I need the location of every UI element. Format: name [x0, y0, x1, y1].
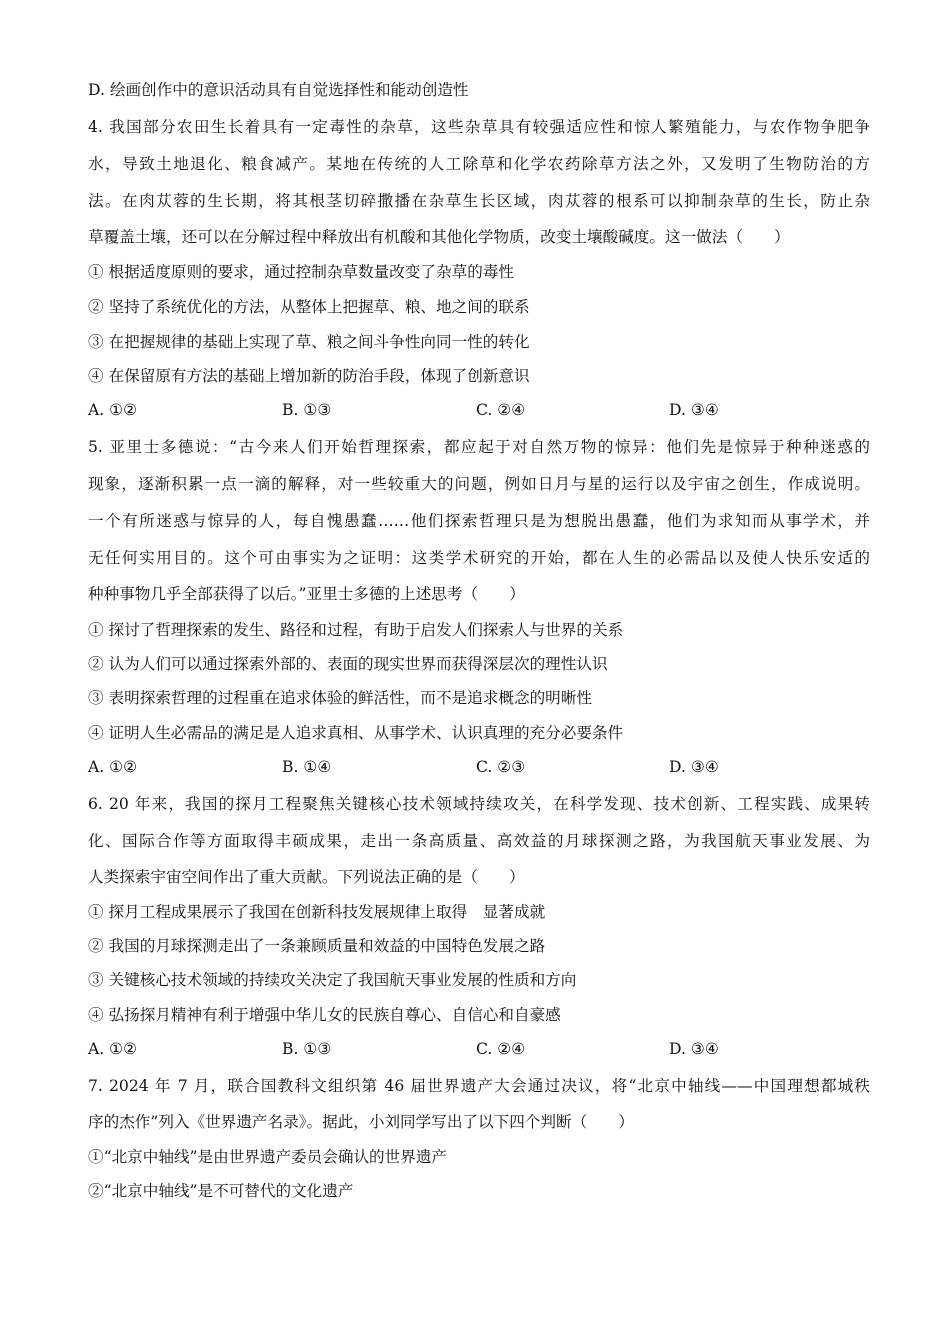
q5-stem-line: 5. 亚里士多德说：“古今来人们开始哲理探索，都应起于对自然万物的惊异：他们先是惊异于种种迷惑的 [88, 438, 870, 456]
q5-stem-line: 现象，逐渐积累一点一滴的解释，对一些较重大的问题，例如日月与星的运行以及宇宙之创生，作成说明。 [88, 475, 870, 493]
q6-option-b[interactable]: B. ①③ [282, 1040, 332, 1058]
q4-statement-1: ① 根据适度原则的要求，通过控制杂草数量改变了杂草的毒性 [88, 263, 514, 281]
q7-statement-1: ①“北京中轴线”是由世界遗产委员会确认的世界遗产 [88, 1148, 448, 1166]
q6-statement-4: ④ 弘扬探月精神有利于增强中华儿女的民族自尊心、自信心和自豪感 [88, 1006, 561, 1024]
q7-statement-2: ②“北京中轴线”是不可替代的文化遗产 [88, 1182, 354, 1200]
q6-option-c[interactable]: C. ②④ [476, 1040, 526, 1058]
q5-option-c[interactable]: C. ②③ [476, 758, 526, 776]
q5-statement-2: ② 认为人们可以通过探索外部的、表面的现实世界而获得深层次的理性认识 [88, 655, 608, 673]
q5-option-a[interactable]: A. ①② [88, 758, 138, 776]
q5-statement-3: ③ 表明探索哲理的过程重在追求体验的鲜活性，而不是追求概念的明晰性 [88, 689, 592, 707]
q5-option-d[interactable]: D. ③④ [669, 758, 719, 776]
q6-option-d[interactable]: D. ③④ [669, 1040, 719, 1058]
q4-option-c[interactable]: C. ②④ [476, 401, 526, 419]
q6-statement-2: ② 我国的月球探测走出了一条兼顾质量和效益的中国特色发展之路 [88, 937, 546, 955]
q6-stem-line: 化、国际合作等方面取得丰硕成果，走出一条高质量、高效益的月球探测之路，为我国航天事业发展、为 [88, 832, 870, 850]
q7-stem-line: 7. 2024 年 7 月，联合国教科文组织第 46 届世界遗产大会通过决议，将“北京中轴线——中国理想都城秩 [88, 1077, 870, 1095]
q4-statement-2: ② 坚持了系统优化的方法，从整体上把握草、粮、地之间的联系 [88, 298, 530, 316]
q6-statement-1: ① 探月工程成果展示了我国在创新科技发展规律上取得 显著成就 [88, 903, 546, 921]
q4-statement-4: ④ 在保留原有方法的基础上增加新的防治手段，体现了创新意识 [88, 367, 530, 385]
q6-stem-line: 人类探索宇宙空间作出了重大贡献。下列说法正确的是（ ） [88, 868, 525, 886]
q5-stem-line: 种种事物几乎全部获得了以后。”亚里士多德的上述思考（ ） [88, 585, 525, 603]
q4-stem-line: 4. 我国部分农田生长着具有一定毒性的杂草，这些杂草具有较强适应性和惊人繁殖能力，与农作物争肥争 [88, 118, 870, 136]
q4-stem-line: 水，导致土地退化、粮食减产。某地在传统的人工除草和化学农药除草方法之外，又发明了生物防治的方 [88, 155, 870, 173]
q4-options [88, 393, 870, 428]
q6-stem-line: 6. 20 年来，我国的探月工程聚焦关键核心技术领域持续攻关，在科学发现、技术创新、工程实践、成果转 [88, 795, 870, 813]
q4-option-b[interactable]: B. ①③ [282, 401, 332, 419]
prev-option-d: D. 绘画创作中的意识活动具有自觉选择性和能动创造性 [88, 81, 469, 99]
q4-stem-line: 草覆盖土壤，还可以在分解过程中释放出有机酸和其他化学物质，改变土壤酸碱度。这一做法（ ） [88, 228, 790, 246]
q4-statement-3: ③ 在把握规律的基础上实现了草、粮之间斗争性向同一性的转化 [88, 333, 530, 351]
q5-stem-line: 无任何实用目的。这个可由事实为之证明：这类学术研究的开始，都在人生的必需品以及使人快乐安适的 [88, 549, 870, 567]
q5-stem-line: 一个有所迷惑与惊异的人，每自愧愚蠢……他们探索哲理只是为想脱出愚蠢，他们为求知而从事学术，并 [88, 512, 870, 530]
q4-stem-line: 法。在肉苁蓉的生长期，将其根茎切碎撒播在杂草生长区域，肉苁蓉的根系可以抑制杂草的生长，防止杂 [88, 192, 870, 210]
q5-statement-4: ④ 证明人生必需品的满足是人追求真相、从事学术、认识真理的充分必要条件 [88, 724, 624, 742]
q6-option-a[interactable]: A. ①② [88, 1040, 138, 1058]
q7-stem-line: 序的杰作”列入《世界遗产名录》。据此，小刘同学写出了以下四个判断（ ） [88, 1113, 634, 1131]
q5-statement-1: ① 探讨了哲理探索的发生、路径和过程，有助于启发人们探索人与世界的关系 [88, 621, 624, 639]
q4-option-a[interactable]: A. ①② [88, 401, 138, 419]
q6-statement-3: ③ 关键核心技术领域的持续攻关决定了我国航天事业发展的性质和方向 [88, 971, 577, 989]
q6-options [88, 1032, 870, 1067]
q5-options [88, 750, 870, 785]
q5-option-b[interactable]: B. ①④ [282, 758, 332, 776]
q4-option-d[interactable]: D. ③④ [669, 401, 719, 419]
